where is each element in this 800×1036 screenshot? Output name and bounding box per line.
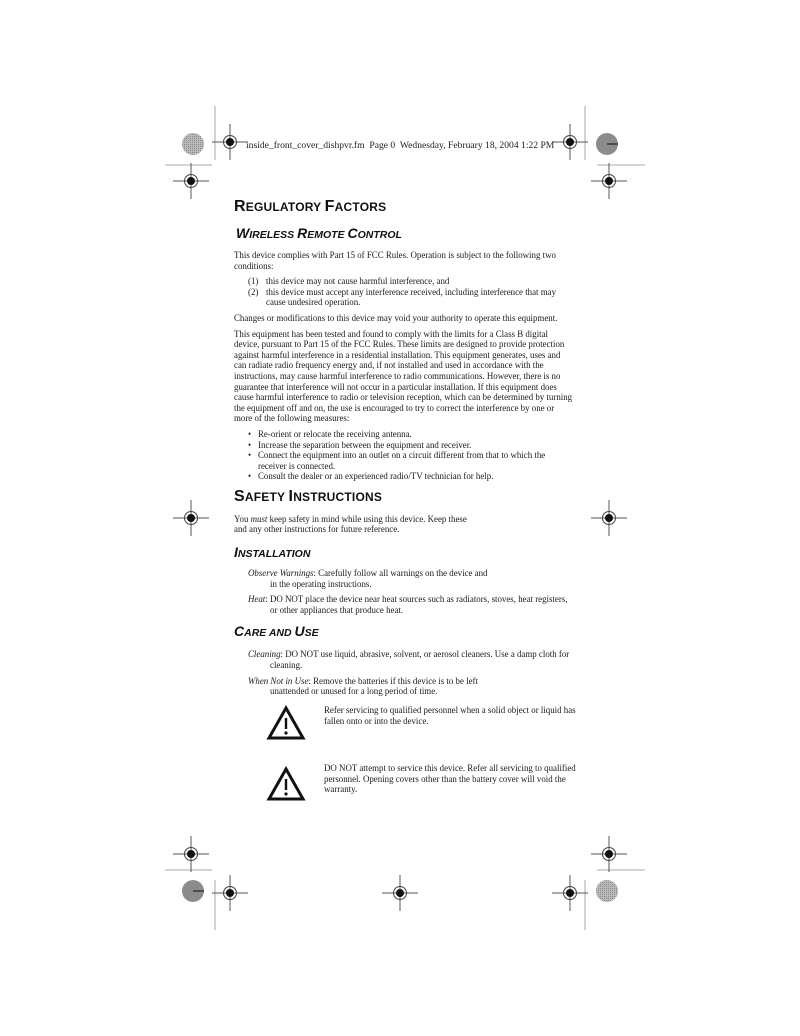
registration-mark-icon: [173, 836, 209, 872]
definition-item: Observe Warnings: Carefully follow all warnings on the device and in the operating instructions.: [248, 568, 488, 589]
page-content: [234, 196, 574, 697]
heading-safety-instructions: SAFETY INSTRUCTIONS: [234, 487, 383, 505]
registration-mark-icon: [212, 124, 248, 160]
heading-regulatory-factors: REGULATORY FACTORS: [234, 198, 387, 215]
changes-paragraph: Changes or modifications to this device may void your authority to operate this equipment.: [234, 312, 558, 323]
warning-triangle-icon: [266, 705, 306, 741]
heading-installation: INSTALLATION: [234, 544, 311, 561]
care-items: [234, 649, 574, 696]
definition-item: Heat: DO NOT place the device near heat sources such as radiators, stoves, heat registers, or other appliances that produce heat.: [248, 594, 568, 615]
list-item: • Re-orient or relocate the receiving antenna.: [234, 429, 574, 440]
registration-mark-icon: [552, 875, 588, 911]
slug-filename: inside_front_cover_dishpvr.fm: [246, 140, 365, 151]
warning-triangle-icon: [266, 766, 306, 802]
fcc-conditions-list: [234, 276, 574, 308]
warning-text: DO NOT attempt to service this device. Refer all servicing to qualified personnel. Opening covers other than the battery cover will void the warranty.: [324, 763, 576, 795]
list-item: • Consult the dealer or an experienced radio/TV technician for help.: [234, 471, 574, 482]
heading-wireless-remote-control: WIRELESS REMOTE CONTROL: [236, 225, 402, 241]
safety-intro-paragraph: You must keep safety in mind while using this device. Keep these and any other instructions for future reference.: [234, 513, 467, 535]
interference-measures-list: [234, 429, 574, 482]
slug-page: Page 0: [369, 140, 396, 151]
list-item: • Connect the equipment into an outlet on a circuit different from that to which the receiver is connected.: [234, 450, 574, 471]
registration-mark-icon: [591, 500, 627, 536]
slug-datetime: Wednesday, February 18, 2004 1:22 PM: [399, 140, 555, 151]
list-item: (1) this device may not cause harmful interference, and: [248, 276, 450, 287]
registration-mark-icon: [591, 836, 627, 872]
class-b-paragraph: This equipment has been tested and found to comply with the limits for a Class B digital device, pursuant to Part 15 of the FCC Rules. These limits are designed to provide protection against harmful interference in a residential installation. This equipment generates, uses and can radiate radio frequency energy and, if not installed and used in accordance with the instructions, may cause harmful interference to radio communications. However, there is no guarantee that interference will not occur in a particular installation. If this equipment does cause harmful interference to radio or television reception, which can be determined by turning the equipment off and on, the use is encouraged to try to correct the interference by one or more of the following measures:: [234, 328, 573, 424]
density-disc-icon: [596, 880, 618, 902]
registration-mark-icon: [552, 124, 588, 160]
registration-mark-icon: [173, 500, 209, 536]
document-slug-line: [246, 140, 554, 151]
heading-care-and-use: CARE AND USE: [234, 623, 319, 640]
installation-items: [234, 568, 574, 615]
registration-mark-icon: [212, 875, 248, 911]
registration-mark-icon: [591, 163, 627, 199]
registration-mark-icon: [382, 875, 418, 911]
definition-item: When Not in Use: Remove the batteries if this device is to be left unattended or unused for a long period of time.: [248, 675, 478, 697]
list-item: (2) this device must accept any interference received, including interference that may cause undesired operation.: [248, 286, 557, 308]
list-item: • Increase the separation between the equipment and receiver.: [234, 440, 574, 451]
registration-mark-icon: [173, 163, 209, 199]
warning-text: Refer servicing to qualified personnel when a solid object or liquid has fallen onto or into the device.: [324, 705, 576, 726]
definition-item: Cleaning: DO NOT use liquid, abrasive, solvent, or aerosol cleaners. Use a damp cloth for cleaning.: [248, 649, 570, 671]
density-disc-icon: [182, 133, 204, 155]
fcc-intro-paragraph: This device complies with Part 15 of FCC Rules. Operation is subject to the following two conditions:: [234, 250, 556, 271]
